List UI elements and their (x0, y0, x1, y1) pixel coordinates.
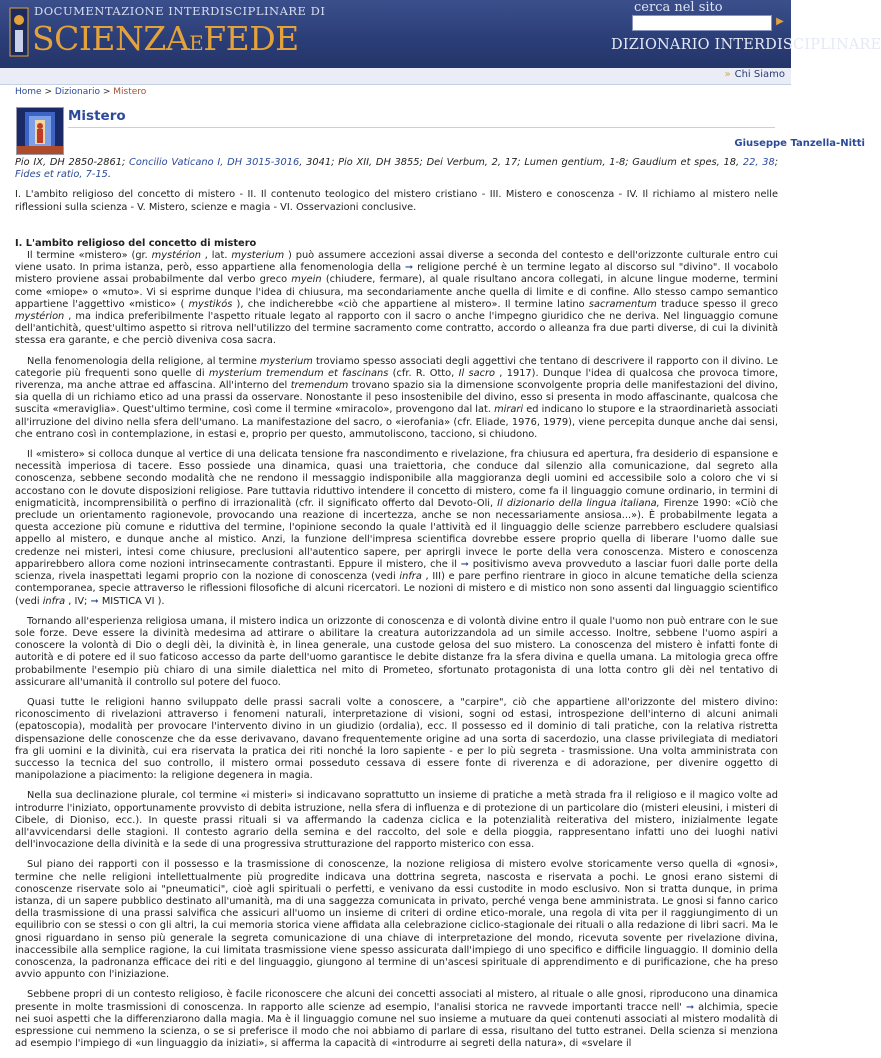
author-name: Giuseppe Tanzella-Nitti (734, 138, 865, 149)
references-line: Pio IX, DH 2850-2861; Concilio Vaticano I, DH 3015-3016, 3041; Pio XII, DH 3855; Dei Verbum, 2, 17; Lumen gentium, 1-8; Gaudium et spes, 18, 22, 38; Fides et ratio, 7-15. (15, 157, 778, 181)
paragraph: Il termine «mistero» (gr. mystérion , lat. mysterium ) può assumere accezioni assai diverse a seconda del contesto e dell'orizzonte culturale entro cui viene usato. In prima istanza, però, esso appartiene alla fenomenologia della ➞ religione perché è un termine legato al discorso sul "divino". Il vocabolo mistero proviene assai probabilmente dal verbo greco myein (chiudere, fermare), al quale risultano ancora collegati, in alcune lingue moderne, termini come «miope» o «muto». Vi si esprime dunque l'idea di chiusura, ma secondariamente anche quella di limite e di confine. Allo stesso campo semantico appartiene l'aggettivo «mistico» ( mystikós ), che indicherebbe «ciò che appartiene al mistero». Il termine latino sacramentum traduce spesso il greco mystérion , ma indica preferibilmente l'aspetto rituale legato al rapporto con il sacro o anche l'impegno giuridico che ne deriva. Nel linguaggio comune dell'antichità, quest'ultimo aspetto si ritrova nell'utilizzo del termine sacramento come contratto, accordo o alleanza fra due parti diverse, di cui la divinità stessa era garante, e che perciò diveniva cosa sacra. (15, 250, 779, 347)
chi-siamo-label: Chi Siamo (734, 69, 785, 80)
section-heading: I. L'ambito religioso del concetto di mistero (15, 237, 257, 249)
breadcrumb-dizionario[interactable]: Dizionario (54, 87, 100, 97)
paragraph: Sul piano dei rapporti con il possesso e la trasmissione di conoscenze, la nozione religiosa di mistero evolve storicamente verso quella di «gnosi», termine che nelle religioni intellettualmente più progredite indicava una dottrina segreta, nascosta e riservata a pochi. Le gnosi erano sistemi di conoscenze riservate solo ai "pneumatici", cioè agli spirituali o perfetti, e venivano da essi custodite in modo esclusivo. Non si tratta dunque, in prima istanza, di un sapere pubblico destinato all'umanità, ma di una saggezza comunicata in privato, perché venga bene amministrata. Le gnosi si fanno carico della trasmissione di una prassi salvifica che assicuri all'uomo un insieme di criteri di ordine etico-morale, una regola di vita per il raggiungimento di un equilibrio con se stessi o con gli altri, la cui memoria storica viene affidata alla celebrazione ciclico-stagionale dei rituali o alla redazione di libri sacri. Ma le gnosi riguardano in senso più generale la segreta comunicazione di una chiave di interpretazione del mondo, ricevuta sovente per rivelazione divina, inaccessibile alla semplice ragione, la cui limitata trasmissione viene spesso assicurata dall'impiego di uno specifico e difficile linguaggio. Il dominio della conoscenza, la padronanza efficace dei riti e del linguaggio, giungono al termine di un'ascesi spirituale di apprendimento e di purificazione, che ha preso avvio appunto con l'iniziazione. (15, 859, 778, 981)
entry-illustration (16, 107, 64, 155)
paragraph: Nella fenomenologia della religione, al termine mysterium troviamo spesso associati degli aggettivi che tentano di descrivere il rapporto con il divino. Le categorie più frequenti sono quelle di mysterium tremendum et fascinans (cfr. R. Otto, Il sacro , 1917). Dunque l'idea di qualcosa che provoca timore, riverenza, ma anche attrae ed affascina. All'interno del tremendum trovano spazio sia la dimensione sconvolgente propria delle manifestazioni del divino, sia quella di un richiamo etico ad una prassi da osservare. Nonostante il peso insostenibile del divino, esso si presenta in modo affascinante, qualcosa che suscita «meraviglia». Quest'ultimo termine, così come il termine «miracolo», provengono dal lat. mirari ed indicano lo stupore e la straordinarietà associati all'irruzione del divino nella sfera dell'umano. La manifestazione del sacro, o «ierofania» (cfr. Eliade, 1976, 1979), viene percepita dunque anche dai sensi, che entrano così in contemplazione, in estasi e, proprio per questo, ammutoliscono, tacciono, si chiudono. (15, 355, 778, 440)
logo-emblem-icon (8, 6, 30, 58)
link-arrow-icon[interactable]: ➞ (405, 262, 414, 274)
paragraph: Tornando all'esperienza religiosa umana, il mistero indica un orizzonte di conoscenza e di volontà divine entro il quale l'uomo non può entrare con le sue sole forze. Deve essere la divinità medesima ad attirare o abilitare la creatura autorizzandola ad un simile accesso. Inoltre, sebbene l'uomo aspiri a conoscere la volontà di Dio o degli dèi, la divinità è, in linea generale, una custode gelosa del suo mistero. La conoscenza del mistero è infatti fonte di autorità e di potere ed il suo faticoso accesso da parte dell'uomo garantisce le debite distanze fra la sfera divina e quella umana. La mitologia greca offre probabilmente l'esempio più chiaro di una simile dialettica nel mito di Prometeo, sfortunato protagonista di una lotta contro gli dèi nel tentativo di assicurare all'umanità il controllo sul potere del fuoco. (15, 615, 778, 688)
paragraph: Sebbene propri di un contesto religioso, è facile riconoscere che alcuni dei concetti associati al mistero, al rituale o alle gnosi, riproducono una dinamica presente in molte trasmissioni di conoscenza. In rapporto alle scienze ad esempio, l'analisi storica ne ravvede importanti tracce nell' ➞ alchimia, specie nei suoi aspetti che la differenziarono dalla magia. Ma è il linguaggio comune nel suo insieme a mutuare da quei contenuti associati al mistero modalità di espressione cui nemmeno la scienza, o se si preferisce il modo che noi abbiamo di parlare di essa, risultano del tutto estranei. Della scienza si menziona ad esempio l'impiego di «un linguaggio da iniziati», si afferma la capacità di «introdurre ai segreti della natura», di «svelare il (15, 989, 779, 1050)
logo-top-text: DOCUMENTAZIONE INTERDISCIPLINARE DI (34, 4, 326, 18)
paragraph: Nella sua declinazione plurale, col termine «i misteri» si indicavano soprattutto un insieme di pratiche a metà strada fra il religioso e il magico volte ad introdurre l'iniziato, opportunamente provvisto di debita istruzione, nella sfera di influenza e di protezione di un particolare dio (misteri eleusini, i misteri di Cibele, di Dioniso, ecc.). In queste prassi rituali si va affermando la cadenza ciclica e la potenzialità reiterativa del mistero, inizialmente legate all'avvicendarsi delle stagioni. Il contesto agrario della semina e del raccolto, del sole e della pioggia, rappresentano infatti uno dei luoghi nativi dell'invocazione della divinità e la sede di una progressiva strutturazione del rapporto misterico con essa. (15, 790, 778, 851)
dictionary-title[interactable]: DIZIONARIO INTERDISCIPLINARE (611, 37, 881, 53)
link-arrow-icon[interactable]: ➞ (685, 1001, 695, 1013)
article-body (15, 157, 778, 1058)
ref-link-gaudium[interactable]: 22, 38 (742, 157, 775, 168)
search-submit-arrow-icon[interactable]: ▶ (776, 16, 784, 27)
entry-illustration-image (17, 108, 63, 154)
breadcrumb-separator: > (102, 87, 111, 97)
logo-main-text: SCIENZAEFEDE (32, 19, 299, 58)
site-logo[interactable] (8, 3, 326, 61)
breadcrumb-current: Mistero (113, 87, 147, 97)
breadcrumb (15, 87, 146, 97)
breadcrumb-home[interactable]: Home (15, 87, 42, 97)
title-divider (68, 127, 775, 128)
ref-link-vaticano[interactable]: Concilio Vaticano I, DH 3015-3016 (129, 157, 300, 168)
breadcrumb-separator: > (44, 87, 52, 97)
paragraph: Il «mistero» si colloca dunque al vertice di una delicata tensione fra nascondimento e rivelazione, fra chiusura ed apertura, fra desiderio di espansione e necessità imperiosa di tacere. Esso possiede una dinamica, quasi una traiettoria, che conduce dal silenzio alla comunicazione, dal segreto alla conoscenza, sebbene secondo modalità che ne rendono il messaggio indisponibile alla maggioranza degli uomini ed accessibile solo a coloro che vi si accostano con le dovute disposizioni religiose. Pare tuttavia riduttivo intendere il concetto di mistero, come fa il linguaggio comune ordinario, in termini di enigmaticità, incomprensibilità o perfino di irrazionalità (cfr. il significato offerto dal Devoto-Oli, Il dizionario della lingua italiana, Firenze 1990: «Ciò che preclude un orientamento ragionevole, provocando una reazione di incertezza, anche se non necessariamente ansiosa...»). È probabilmente legata a questa accezione più comune e riduttiva del termine, l'opinione secondo la quale l'attività ed il linguaggio delle scienze parrebbero escludere qualsiasi appello al mistero, e dunque anche al mistico. Anzi, la funzione dell'impresa scientifica dovrebbe essere proprio quella di liberare l'uomo dalle sue credenze nei misteri, intesi come chiusure, preclusioni all'autentico sapere, per aprirgli invece le porte della vera conoscenza. Mistero e conoscenza apparirebbero allora come nozioni intrinsecamente contrastanti. Eppure il mistero, che il ➞ positivismo aveva provveduto a lasciar fuori dalle porte della scienza, rivela inaspettati legami proprio con la nozione di conoscenza (vedi infra , III) e pare perfino rientrare in gioco in alcune tematiche della scienza contemporanea, specie attraverso le riflessioni filosofiche di alcuni ricercatori. Le nozioni di mistero e di mistico non sono assenti dal linguaggio scientifico (vedi infra , IV; ➞ MISTICA VI ). (15, 449, 778, 607)
search-label: cerca nel sito (634, 0, 723, 15)
arrow-bullet-icon: » (724, 69, 731, 80)
link-arrow-icon[interactable]: ➞ (460, 558, 469, 570)
table-of-contents: I. L'ambito religioso del concetto di mistero - II. Il contenuto teologico del mistero cristiano - III. Mistero e conoscenza - IV. Il richiamo al mistero nelle riflessioni sulla scienza - V. Mistero, scienze e magia - VI. Osservazioni conclusive. (15, 189, 778, 213)
sub-navigation-bar (0, 68, 791, 85)
search-input[interactable] (632, 15, 772, 31)
site-header (0, 0, 881, 68)
link-arrow-icon[interactable]: ➞ (90, 595, 99, 607)
page-title: Mistero (68, 108, 126, 124)
ref-link-fides[interactable]: Fides et ratio, 7-15 (15, 169, 108, 181)
paragraph: Quasi tutte le religioni hanno sviluppato delle prassi sacrali volte a conoscere, a "carpire", ciò che appartiene all'orizzonte del mistero divino: riconoscimento di rivelazioni attraverso i fenomeni naturali, interpretazione di visioni, sogni od estasi, introspezione dell'interno di alcuni animali (epatoscopia), modalità per provocare l'intervento divino in un giudizio (ordalia), ecc. Il possesso ed il dominio di tali pratiche, con la relativa ristretta dispensazione delle conoscenze che da esse derivavano, davano frequentemente origine ad una sorta di sacerdozio, una classe privilegiata di mediatori fra gli uomini e la divinità, cui era riservata la pratica dei riti nonché la loro sapiente - e per lo più segreta - trasmissione. Una volta amministrata con successo la tecnica del suo controllo, il mistero ormai posseduto cessava di essere fonte di riverenza e di adorazione, per divenire oggetto di manipolazione a piacimento: la religione degenera in magia. (15, 696, 778, 782)
chi-siamo-link[interactable] (724, 69, 785, 80)
